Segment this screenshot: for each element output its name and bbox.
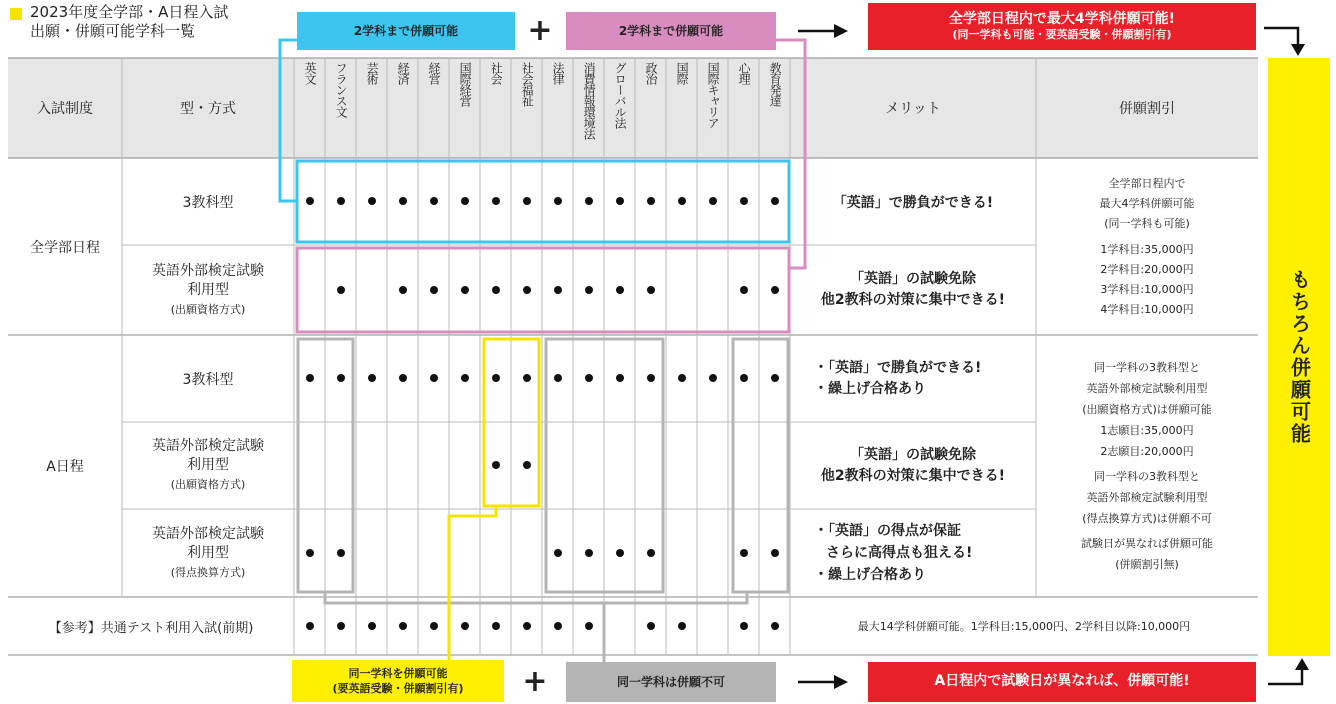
subject-header — [728, 62, 759, 156]
subject-header — [635, 62, 666, 156]
row1-merit: 「英語」で勝負ができる! — [832, 194, 994, 211]
availability-dot — [430, 374, 438, 382]
availability-dot — [647, 286, 655, 294]
subject-header-label: 経済 — [396, 62, 411, 84]
availability-dot — [585, 286, 593, 294]
availability-dot — [740, 197, 748, 205]
discount-zengaku: 全学部日程内で 最大4学科併願可能 (同一学科も可能) 1学科目:35,000円 2学科目:20,000円 3学科目:10,000円 4学科目:10,000円 — [1099, 176, 1195, 316]
subject-header-label: 芸術 — [365, 62, 380, 84]
subject-header — [573, 62, 604, 156]
availability-dot — [771, 549, 779, 557]
arrow-down-icon — [1264, 24, 1310, 58]
row6-type: 【参考】共通テスト利用入試(前期) — [48, 620, 254, 636]
availability-dot — [647, 197, 655, 205]
arrow-up-icon — [1268, 656, 1318, 690]
availability-dot — [647, 549, 655, 557]
availability-dot — [554, 197, 562, 205]
availability-dot — [399, 374, 407, 382]
subject-header — [387, 62, 418, 156]
discount-a-nittei: 同一学科の3教科型と 英語外部検定試験利用型 (出願資格方式)は併願可能 1志願目:35,000円 2志願目:20,000円 同一学科の3教科型と 英語外部検定試験利用型 (得点換算方式)は併願不可 試験日が異なれば併願可能 (併願割引無) — [1081, 361, 1213, 571]
availability-dot — [740, 374, 748, 382]
row3-type: 3教科型 — [182, 371, 234, 388]
row5-merit: ・「英語」の得点が保証 さらに高得点も狙える! ・繰上げ合格あり — [814, 523, 973, 583]
red-label-bottom: A日程内で試験日が異なれば、併願可能! — [868, 662, 1256, 702]
availability-dot — [492, 622, 500, 630]
availability-dot — [616, 286, 624, 294]
availability-dot — [337, 622, 345, 630]
subject-header — [759, 62, 790, 156]
availability-dot — [523, 622, 531, 630]
availability-dot — [740, 622, 748, 630]
page-title: 2023年度全学部・A日程入試 出願・併願可能学科一覧 — [30, 3, 229, 40]
subject-header — [418, 62, 449, 156]
availability-dot — [523, 197, 531, 205]
availability-dot — [492, 197, 500, 205]
row4-type: 英語外部検定試験 利用型 (出願資格方式) — [152, 438, 264, 491]
subject-header-label: 教育発達 — [768, 62, 783, 106]
availability-dot — [368, 374, 376, 382]
availability-dot — [523, 374, 531, 382]
blue-label-box: 2学科まで併願可能 — [297, 12, 515, 50]
subject-header — [294, 62, 325, 156]
row-group-a-nittei: A日程 — [46, 459, 84, 475]
availability-dot — [492, 374, 500, 382]
row6-merit: 最大14学科併願可能。1学科目:15,000円、2学科目以降:10,000円 — [857, 620, 1191, 633]
row4-merit: 「英語」の試験免除 他2教科の対策に集中できる! — [820, 446, 1006, 484]
availability-dot — [430, 286, 438, 294]
availability-dot — [523, 286, 531, 294]
subject-header-label: 経営 — [427, 62, 442, 84]
subject-header-label: 英文 — [303, 62, 318, 84]
availability-dot — [337, 197, 345, 205]
availability-dot — [771, 286, 779, 294]
availability-dot — [492, 461, 500, 469]
availability-dot — [771, 622, 779, 630]
availability-dot — [337, 549, 345, 557]
availability-dot — [647, 374, 655, 382]
availability-dot — [678, 197, 686, 205]
availability-dot — [616, 374, 624, 382]
subject-header — [666, 62, 697, 156]
availability-dot — [554, 374, 562, 382]
availability-dot — [740, 286, 748, 294]
pink-label-box: 2学科まで併願可能 — [566, 12, 776, 50]
availability-dot — [678, 374, 686, 382]
availability-dot — [616, 197, 624, 205]
yellow-label-box: 同一学科を併願可能 (要英語受験・併願割引有) — [292, 660, 504, 702]
subject-header-label: 政治 — [644, 62, 659, 84]
availability-dot — [399, 622, 407, 630]
gray-label-box: 同一学科は併願不可 — [566, 662, 776, 702]
subject-header — [542, 62, 573, 156]
availability-dot — [368, 197, 376, 205]
availability-dot — [771, 374, 779, 382]
subject-header-label: 社会 — [489, 62, 504, 84]
availability-dot — [554, 622, 562, 630]
row2-merit: 「英語」の試験免除 他2教科の対策に集中できる! — [820, 271, 1006, 308]
availability-dot — [399, 286, 407, 294]
availability-dot — [523, 461, 531, 469]
availability-dot — [585, 549, 593, 557]
subject-header-label: 社会福祉 — [520, 62, 535, 106]
header-system: 入試制度 — [37, 101, 93, 117]
availability-dot — [585, 197, 593, 205]
availability-dot — [430, 622, 438, 630]
subject-header-label: 心理 — [737, 62, 752, 84]
availability-dot — [492, 286, 500, 294]
row2-type: 英語外部検定試験 利用型 (出願資格方式) — [152, 262, 264, 316]
availability-dot — [554, 286, 562, 294]
availability-dot — [430, 197, 438, 205]
availability-dot — [306, 622, 314, 630]
availability-dot — [461, 622, 469, 630]
availability-dot — [461, 374, 469, 382]
availability-dot — [306, 549, 314, 557]
availability-dot — [647, 622, 655, 630]
subject-header — [511, 62, 542, 156]
availability-dot — [678, 622, 686, 630]
availability-dot — [709, 374, 717, 382]
availability-dot — [771, 197, 779, 205]
header-discount: 併願割引 — [1119, 101, 1175, 117]
subject-header-label: 法律 — [551, 62, 566, 84]
subject-header-label: 国際経営 — [458, 62, 473, 106]
availability-dot — [616, 549, 624, 557]
availability-dot — [740, 549, 748, 557]
subject-header-label: 消費情報環境法 — [582, 62, 597, 139]
subject-header — [604, 62, 635, 156]
availability-dot — [337, 374, 345, 382]
availability-dot — [554, 549, 562, 557]
red-label-top: 全学部日程内で最大4学科併願可能! (同一学科も可能・要英語受験・併願割引有) — [868, 3, 1256, 50]
availability-dot — [585, 622, 593, 630]
subject-header — [325, 62, 356, 156]
row5-type: 英語外部検定試験 利用型 (得点換算方式) — [152, 525, 264, 579]
row-group-zengaku: 全学部日程 — [30, 239, 100, 256]
availability-dot — [368, 622, 376, 630]
plus-sign-top: + — [527, 13, 553, 49]
arrow-right-bottom-icon — [798, 674, 850, 690]
availability-dot — [306, 197, 314, 205]
side-yellow-banner: もちろん併願可能 — [1268, 58, 1330, 656]
subject-header — [356, 62, 387, 156]
subject-header-label: 国際 — [675, 62, 690, 84]
subject-header-label: 国際キャリア — [706, 62, 721, 128]
row3-merit: ・「英語」で勝負ができる! ・繰上げ合格あり — [814, 359, 982, 397]
row1-type: 3教科型 — [182, 194, 234, 211]
subject-header-label: グローバル法 — [613, 62, 628, 128]
availability-dot — [337, 286, 345, 294]
availability-dot — [399, 197, 407, 205]
availability-dot — [585, 374, 593, 382]
plus-sign-bottom: + — [522, 664, 548, 700]
availability-dot — [306, 374, 314, 382]
availability-dot — [709, 197, 717, 205]
header-merit: メリット — [885, 101, 941, 117]
header-type: 型・方式 — [180, 101, 236, 117]
availability-dot — [461, 197, 469, 205]
subject-header — [697, 62, 728, 156]
subject-header — [449, 62, 480, 156]
subject-header-label: フランス文 — [334, 62, 349, 117]
subject-header — [480, 62, 511, 156]
availability-dot — [461, 286, 469, 294]
